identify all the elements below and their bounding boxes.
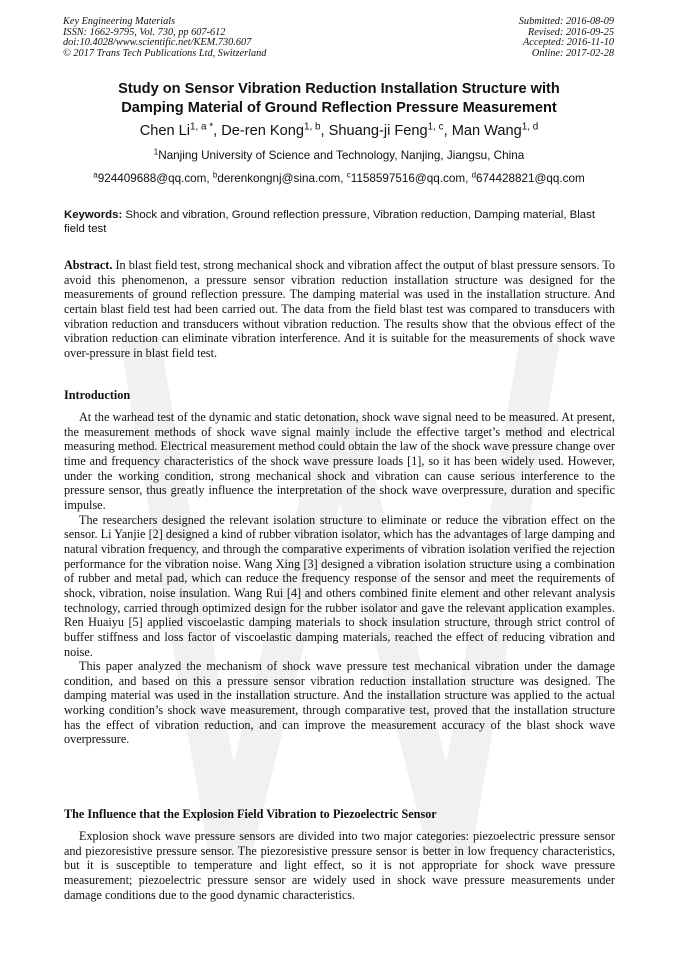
abstract-text: In blast field test, strong mechanical shock and vibration affect the output of blast pressure sensors. To avoid this phenomenon, a pressure sensor vibration reduction installation structure was designed for the measurements of ground reflection pressure. The damping material was used in the installation structure. And certain blast field test had been carried out. The data from the field blast test was compared to transducers with vibration reduction and transducers without vibration reduction. The results show that the obvious effect of the vibration reduction can eliminate vibration interference. And it is suitable for the measurements of shock wave over-pressure in blast field test. (64, 258, 616, 360)
section2-body (64, 829, 615, 902)
abstract (64, 258, 615, 361)
copyright-line: © 2017 Trans Tech Publications Ltd, Switzerland (63, 47, 267, 59)
affiliation-text: Nanjing University of Science and Technology, Nanjing, Jiangsu, China (158, 149, 525, 162)
submitted-date: Submitted: 2016-08-09 (518, 16, 614, 27)
paper-title (40, 80, 638, 118)
body-paragraph: The researchers designed the relevant isolation structure to eliminate or reduce the vibration effect on the sensor. Li Yanjie [2] designed a kind of rubber vibration isolator, which has the advantages of large damping and natural vibration frequency, and through the comparative experiments of vibration isolation verified the rejection performance for the vibration noise. Wang Xing [3] designed a vibration isolation structure using a combination of rubber and metal pad, which can reduce the frequency response of the sensor and meet the requirements of shock, vibration, noise insulation. Wang Rui [4] and others combined finite element and other relevant analysis technology, carried through optimized design for the rubber isolator and gave the relevant application examples. Ren Huaiyu [5] applied viscoelastic damping materials to shock insulation structure, through strict control of buffer stiffness and loss factor of viscoelastic damping materials, reached the effect of reducing vibration and noise. (64, 512, 615, 659)
author-name: Shuang-ji Feng (328, 123, 428, 139)
affiliation (30, 148, 648, 164)
email-list (30, 171, 648, 187)
section-heading-introduction: Introduction (64, 388, 131, 402)
author-name: Chen Li (139, 123, 191, 139)
keywords-text: Shock and vibration, Ground reflection pressure, Vibration reduction, Damping material, Blast field test (64, 209, 595, 236)
abstract-paragraph (64, 258, 615, 361)
author-list (30, 121, 648, 141)
author-separator: , (213, 123, 222, 139)
affiliation-superscript: 1 (153, 147, 159, 157)
title-line-2: Damping Material of Ground Reflection Pressure Measurement (121, 100, 557, 116)
author-superscript: 1, b (304, 121, 321, 133)
author-name: Man Wang (451, 123, 522, 139)
email-address: 674428821@qq.com (476, 172, 585, 185)
email-superscript: a (93, 170, 98, 180)
introduction-body (64, 410, 615, 747)
email-superscript: d (471, 170, 476, 180)
author-name: De-ren Kong (221, 123, 305, 139)
author-superscript: 1, a * (190, 121, 214, 133)
author-separator: , (443, 123, 452, 139)
abstract-label: Abstract. (64, 258, 113, 272)
accepted-date: Accepted: 2016-11-10 (522, 37, 614, 48)
email-address: derenkongnj@sina.com, (217, 172, 347, 185)
online-date: Online: 2017-02-28 (531, 47, 614, 59)
body-paragraph: Explosion shock wave pressure sensors are divided into two major categories: piezoelectric pressure sensor and piezoresistive pressure sensor. The piezoresistive pressure sensor is better in low frequency characteristics, but it is susceptible to temperature and light effect, so it is not appropriate for shock wave pressure measurement; piezoelectric pressure sensor are widely used in shock wave pressure measurements under damage conditions due to the good dynamic characteristics. (64, 829, 615, 902)
author-separator: , (320, 123, 329, 139)
email-superscript: b (212, 170, 218, 180)
email-address: 1158597516@qq.com, (350, 172, 472, 185)
email-address: 924409688@qq.com, (97, 172, 213, 185)
journal-name: Key Engineering Materials (63, 16, 176, 27)
email-superscript: c (346, 170, 351, 180)
keywords-label: Keywords: (64, 209, 123, 221)
section-heading-explosion-field: The Influence that the Explosion Field Vibration to Piezoelectric Sensor (64, 807, 437, 821)
revised-date: Revised: 2016-09-25 (527, 26, 614, 38)
publication-info (63, 17, 266, 59)
title-line-1: Study on Sensor Vibration Reduction Installation Structure with (118, 81, 560, 97)
keywords (64, 208, 616, 237)
author-superscript: 1, d (521, 121, 539, 133)
publication-dates (519, 17, 614, 59)
issn-line: ISSN: 1662-9795, Vol. 730, pp 607-612 (63, 26, 226, 38)
body-paragraph: At the warhead test of the dynamic and static detonation, shock wave signal need to be measured. At present, the measurement methods of shock wave signal mainly include the effective target’s method and electrical measuring method. Electrical measurement method could obtain the law of the shock wave pressure change over time and frequency characteristics of the shock wave pressure loads [1], so it has been widely used. However, under the working condition, strong mechanical shock and vibration can cause serious interference to the pressure sensor, thus greatly influence the interpretation of the shock wave overpressure, duration and specific impulse. (64, 410, 615, 512)
body-paragraph: This paper analyzed the mechanism of shock wave pressure test mechanical vibration under the damage condition, and based on this a pressure sensor vibration reduction installation structure was designed. The damping material was used in the installation structure. And the installation structure was applied to the actual working condition’s shock wave measurement, through comparative test, proved that the installation structure has the effect of vibration reduction, and can improve the measurement accuracy of the blast shock wave overpressure. (64, 659, 615, 747)
author-superscript: 1, c (427, 121, 444, 133)
doi-line: doi:10.4028/www.scientific.net/KEM.730.607 (63, 37, 252, 48)
